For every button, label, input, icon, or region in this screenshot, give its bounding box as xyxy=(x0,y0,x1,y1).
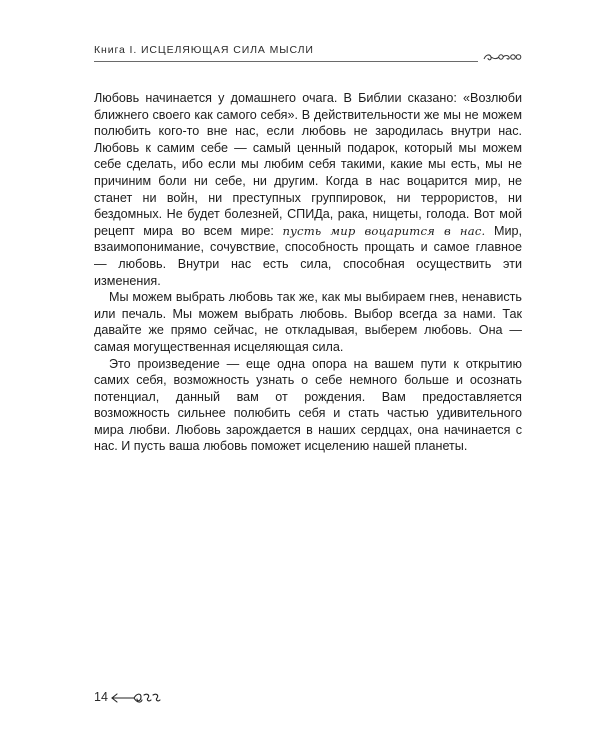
page-number: 14 xyxy=(94,690,108,704)
paragraph-1-text-start: Любовь начинается у домашнего очага. В Библии сказано: «Возлюби ближнего своего как самого себя». В действительности же мы не можем полюбить кого-то вне нас, если любовь не зародилась внутри нас. Любовь к самим себе — самый ценный подарок, который мы можем себе сделать, ибо если мы любим себя такими, какие мы есть, мы не причиним боли ни себе, ни другим. Когда в нас воцарится мир, не станет ни войн, ни преступных группировок, ни террористов, ни бездомных. Не будет болезней, СПИДа, рака, нищеты, голода. Вот мой рецепт мира во всем мире: xyxy=(94,91,522,238)
flourish-ornament-icon xyxy=(482,50,522,64)
script-phrase: пусть мир воцарится в нас. xyxy=(282,223,486,238)
arrow-flourish-ornament-icon xyxy=(110,690,166,706)
header-rule xyxy=(94,61,478,62)
paragraph-1 xyxy=(94,90,522,289)
page-footer xyxy=(94,689,214,707)
body-text xyxy=(94,90,522,455)
paragraph-1-text-end: Мир, взаимопонимание, сочувствие, способность прощать и самое главное — любовь. Внутри нас есть сила, способная осуществить эти изменения. xyxy=(94,223,522,288)
running-header-title: Книга I. ИСЦЕЛЯЮЩАЯ СИЛА МЫСЛИ xyxy=(94,44,314,56)
running-header xyxy=(94,44,522,64)
paragraph-2: Мы можем выбрать любовь так же, как мы выбираем гнев, ненависть или печаль. Мы можем выбрать любовь. Выбор всегда за нами. Так давайте же прямо сейчас, не откладывая, выберем любовь. Она — самая могущественная исцеляющая сила. xyxy=(94,290,522,354)
paragraph-3: Это произведение — еще одна опора на вашем пути к открытию самих себя, возможность узнать о себе немного больше и осознать потенциал, данный вам от рождения. Вам предоставляется возможность сильнее полюбить себя и стать частью удивительного мира любви. Любовь зарождается в наших сердцах, она начинается с нас. И пусть ваша любовь поможет исцелению нашей планеты. xyxy=(94,356,522,454)
